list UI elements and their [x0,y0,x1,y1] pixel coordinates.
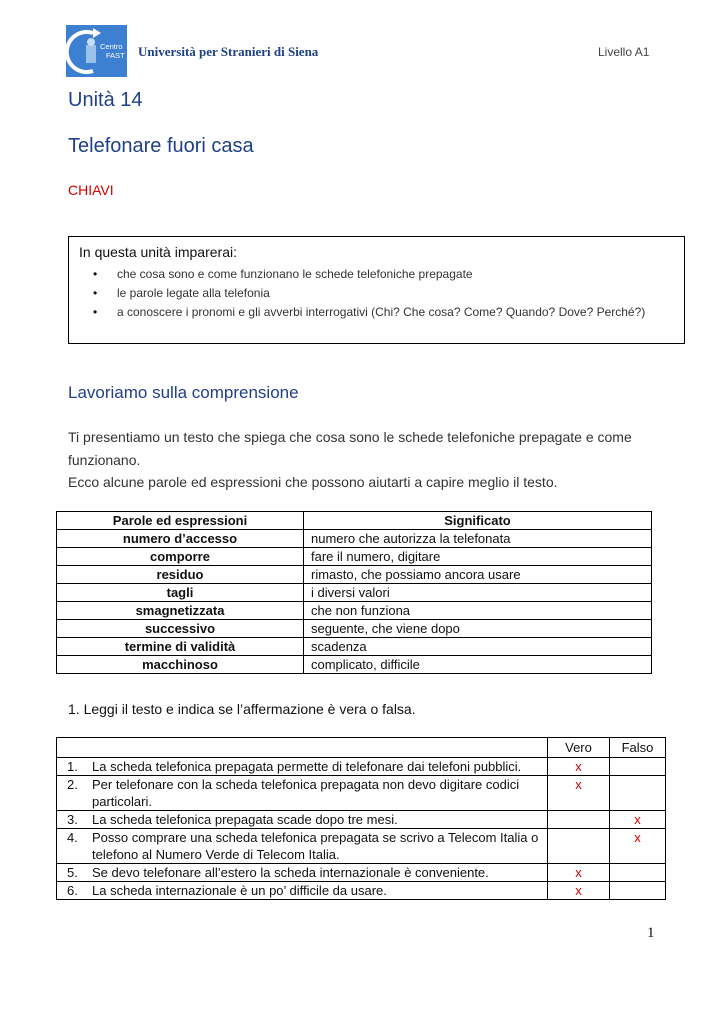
false-column-header: Falso [610,738,666,758]
statement-row [57,776,666,811]
true-mark [548,829,610,864]
statement-cell [57,829,548,864]
statement-row [57,864,666,882]
exercise-title: 1. Leggi il testo e indica se l’affermazione è vera o falsa. [68,701,416,717]
false-mark [610,758,666,776]
glossary-meaning: che non funziona [304,602,652,620]
glossary-row [57,620,652,638]
glossary-term: tagli [57,584,304,602]
statement-text: Se devo telefonare all’estero la scheda internazionale è conveniente. [92,865,489,880]
logo-text-line2: FAST [106,51,125,60]
glossary-row [57,638,652,656]
glossary-term: termine di validità [57,638,304,656]
false-mark [610,882,666,900]
glossary-row [57,584,652,602]
section-title: Lavoriamo sulla comprensione [68,383,299,402]
statement-row [57,758,666,776]
statement-row [57,882,666,900]
statement-number: 6. [67,883,78,898]
true-mark: x [548,864,610,882]
logo-text-line1: Centro [100,42,123,51]
intro-paragraph: Ti presentiamo un testo che spiega che cosa sono le schede telefoniche prepagate e come funzionano. [68,429,632,468]
true-mark: x [548,758,610,776]
statement-number: 1. [67,759,78,774]
glossary-row [57,656,652,674]
statement-row [57,829,666,864]
centro-fast-logo [66,25,127,77]
glossary-header-term: Parole ed espressioni [57,512,304,530]
statement-text: La scheda telefonica prepagata permette di telefonare dai telefoni pubblici. [92,759,522,774]
statement-row [57,811,666,829]
glossary-meaning: fare il numero, digitare [304,548,652,566]
statement-cell [57,882,548,900]
statement-number: 3. [67,812,78,827]
statement-text: La scheda telefonica prepagata scade dopo tre mesi. [92,812,398,827]
objectives-heading: In questa unità imparerai: [79,244,237,260]
glossary-row [57,530,652,548]
objectives-list [69,265,684,322]
glossary-meaning: scadenza [304,638,652,656]
false-mark [610,864,666,882]
page-number: 1 [647,925,655,941]
glossary-term: smagnetizzata [57,602,304,620]
intro-paragraph: Ecco alcune parole ed espressioni che possono aiutarti a capire meglio il testo. [68,474,558,490]
glossary-term: residuo [57,566,304,584]
learning-objectives-box [68,236,685,344]
glossary-term: successivo [57,620,304,638]
statement-number: 5. [67,865,78,880]
true-column-header: Vero [548,738,610,758]
statement-text: La scheda internazionale è un po’ difficile da usare. [92,883,387,898]
glossary-term: comporre [57,548,304,566]
false-mark [610,776,666,811]
statement-cell [57,864,548,882]
false-mark: x [610,829,666,864]
statement-text: Per telefonare con la scheda telefonica prepagata non devo digitare codici particolari. [92,777,520,809]
true-false-header-row [57,738,666,758]
glossary-row [57,566,652,584]
lesson-title: Telefonare fuori casa [68,135,254,157]
statement-cell [57,776,548,811]
glossary-term: numero d’accesso [57,530,304,548]
true-mark: x [548,776,610,811]
logo-graphic [66,25,127,77]
glossary-header-meaning: Significato [304,512,652,530]
glossary-term: macchinoso [57,656,304,674]
glossary-meaning: complicato, difficile [304,656,652,674]
glossary-meaning: i diversi valori [304,584,652,602]
intro-text [68,426,668,494]
glossary-header-row [57,512,652,530]
university-name: Università per Stranieri di Siena [138,44,319,59]
statement-text: Posso comprare una scheda telefonica prepagata se scrivo a Telecom Italia o telefono al Numero Verde di Telecom Italia. [92,830,539,862]
true-mark: x [548,882,610,900]
statement-cell [57,758,548,776]
true-false-table [56,737,666,900]
statement-number: 2. [67,777,78,792]
glossary-row [57,602,652,620]
objective-item: • che cosa sono e come funzionano le schede telefoniche prepagate [69,265,684,284]
unit-title: Unità 14 [68,89,143,111]
answer-key-label: CHIAVI [68,182,114,198]
false-mark: x [610,811,666,829]
statement-number: 4. [67,830,78,845]
statement-cell [57,811,548,829]
objective-item: • le parole legate alla telefonia [69,284,684,303]
glossary-meaning: seguente, che viene dopo [304,620,652,638]
true-mark [548,811,610,829]
level-label: Livello A1 [598,45,650,59]
objective-item: • a conoscere i pronomi e gli avverbi interrogativi (Chi? Che cosa? Come? Quando? Dove? Perché?) [69,303,684,322]
glossary-meaning: rimasto, che possiamo ancora usare [304,566,652,584]
glossary-meaning: numero che autorizza la telefonata [304,530,652,548]
glossary-row [57,548,652,566]
glossary-table [56,511,652,674]
statement-header [57,738,548,758]
